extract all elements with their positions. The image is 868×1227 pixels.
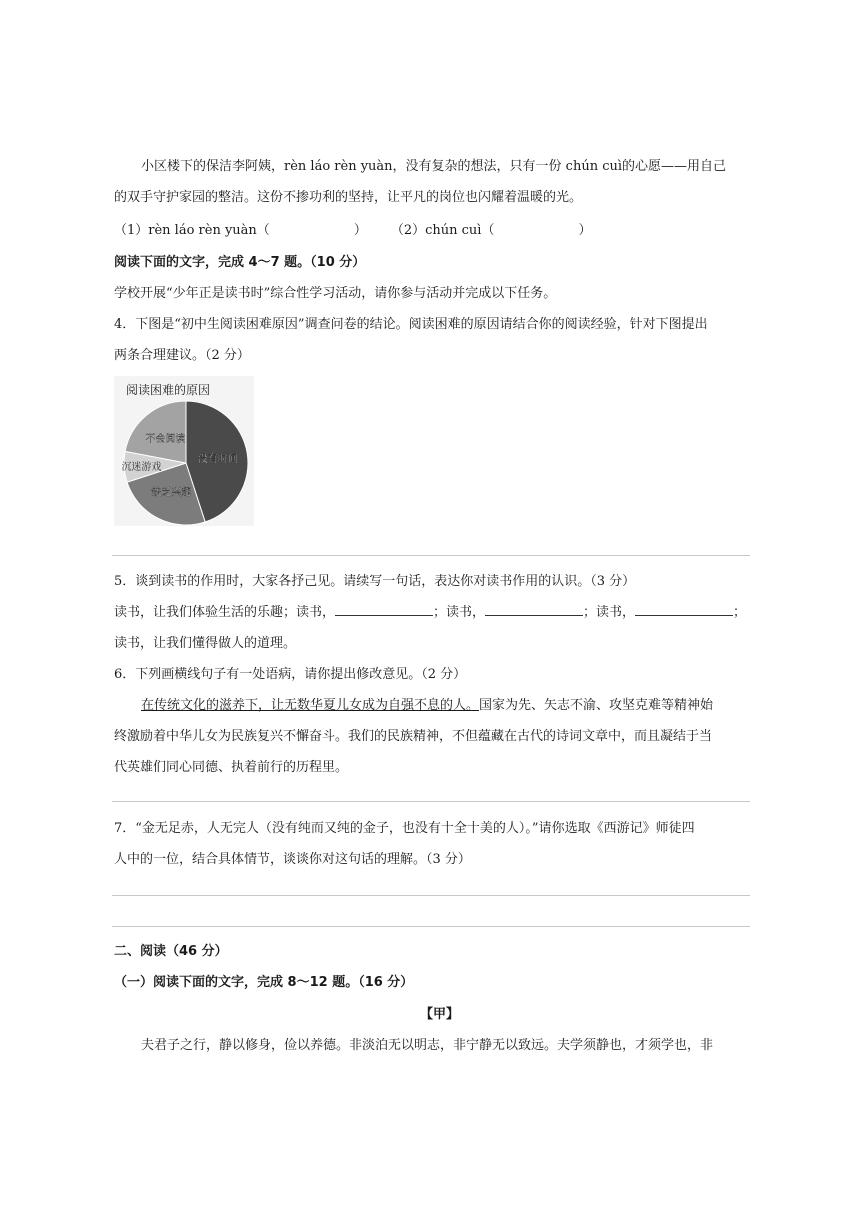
section-2-heading: 二、阅读（46 分） [114,944,228,959]
q5-text-1: 读书，让我们体验生活的乐趣；读书， [114,605,336,620]
passage-jia-text: 夫君子之行，静以修身，俭以养德。非淡泊无以明志，非宁静无以致远。夫学须静也，才须学也，非 [141,1038,714,1053]
question-4-line-2: 两条合理建议。（2 分） [114,348,250,363]
question-6-passage-line-1 [141,697,713,715]
q5-blank-1[interactable] [335,615,433,616]
question-5-fill-line [114,604,746,622]
reading-difficulty-pie-chart [114,376,254,526]
pie-chart-svg [114,376,254,526]
section-heading-4-7: 阅读下面的文字，完成 4～7 题。（10 分） [114,255,366,270]
pie-label-1: 缺乏兴趣 [151,487,192,499]
pie-label-2: 沉迷游戏 [121,461,162,473]
answer-line-q7-b [112,926,750,927]
question-5-last-line: 读书，让我们懂得做人的道理。 [114,636,297,651]
passage-line-2: 的双手守护家园的整洁。这份不掺功利的坚持，让平凡的岗位也闪耀着温暖的光。 [114,190,583,205]
pinyin-item-2-close: ） [578,223,592,238]
answer-line-q6 [112,801,750,802]
q6-rest-text: 国家为先、矢志不渝、攻坚克难等精神始 [479,698,714,713]
question-7-line-1: 7．“金无足赤，人无完人（没有纯而又纯的金子，也没有十全十美的人）。”请你选取《西游记》师徒四 [114,821,695,836]
passage-line-1: 小区楼下的保洁李阿姨，rèn láo rèn yuàn，没有复杂的想法，只有一份 chún cuì的心愿——用自己 [141,159,727,174]
question-6-passage-line-2: 终激励着中华儿女为民族复兴不懈奋斗。我们的民族精神，不但蕴藏在古代的诗词文章中，而且凝结于当 [114,729,713,744]
answer-line-q4 [112,555,750,556]
q5-blank-3[interactable] [635,615,733,616]
pinyin-question [114,222,591,240]
pinyin-item-2-label: （2）chún cuì（ [390,223,495,238]
pie-label-3: 不会阅读 [145,434,186,446]
answer-line-q7-a [112,895,750,896]
pinyin-item-1-close: ） [353,223,367,238]
question-4-line-1: 4．下图是“初中生阅读困难原因”调查问卷的结论。阅读困难的原因请结合你的阅读经验，针对下图提出 [114,317,708,332]
q5-sep-2: ；读书， [583,605,636,620]
q5-sep-1: ；读书， [433,605,486,620]
q5-blank-2[interactable] [485,615,583,616]
question-6-passage-line-3: 代英雄们同心同德、执着前行的历程里。 [114,760,349,775]
pinyin-item-1-label: （1）rèn láo rèn yuàn（ [114,223,270,238]
subsection-1-heading: （一）阅读下面的文字，完成 8～12 题。（16 分） [114,975,414,990]
pie-label-0: 没有时间 [197,453,238,465]
q6-underlined-sentence: 在传统文化的滋养下，让无数华夏儿女成为自强不息的人。 [141,698,480,713]
chart-title: 阅读困难的原因 [126,383,211,397]
question-6-prompt: 6．下列画横线句子有一处语病，请你提出修改意见。（2 分） [114,667,467,682]
passage-jia-label: 【甲】 [420,1007,460,1022]
question-5-prompt: 5．谈到读书的作用时，大家各抒己见。请续写一句话，表达你对读书作用的认识。（3 分） [114,574,636,589]
question-7-line-2: 人中的一位，结合具体情节，谈谈你对这句话的理解。（3 分） [114,852,471,867]
q5-end: ； [733,605,747,620]
activity-intro: 学校开展“少年正是读书时”综合性学习活动，请你参与活动并完成以下任务。 [114,286,557,301]
